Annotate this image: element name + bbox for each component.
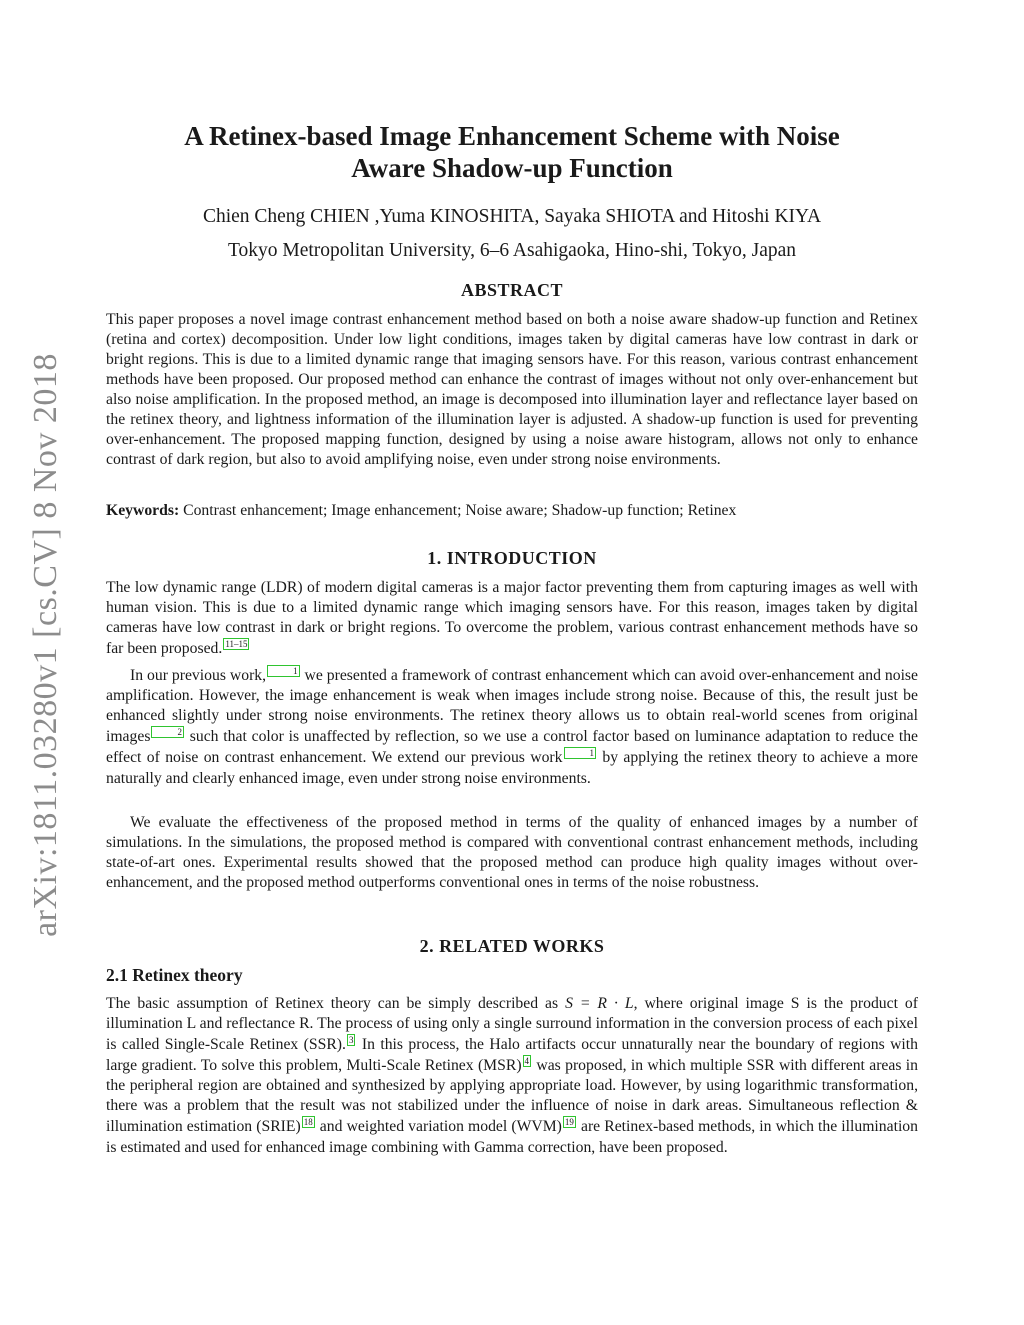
keywords bbox=[106, 501, 918, 521]
abstract-heading: ABSTRACT bbox=[460, 280, 564, 300]
citation-link[interactable]: 4 bbox=[524, 1056, 530, 1067]
related-paragraph bbox=[106, 994, 918, 1158]
keywords-text: Contrast enhancement; Image enhancement; Noise aware; Shadow-up function; Retinex bbox=[183, 502, 737, 519]
citation-link[interactable]: 19 bbox=[564, 1117, 574, 1128]
citation-link[interactable]: 2 bbox=[151, 726, 184, 738]
related-part-a: The basic assumption of Retinex theory can be simply described as bbox=[106, 995, 566, 1012]
keywords-label: Keywords: bbox=[106, 502, 180, 519]
intro-p2-part-b: we presented a framework of contrast enhancement which can avoid over-enhancement and noise amplification. However, the image enhancement is weak when images include strong noise. Because of this, the result just be enhanced slightly under strong noise environments. The retinex theory allows us to obtain real-world scenes from original images bbox=[106, 667, 918, 746]
arxiv-sidebar bbox=[22, 350, 70, 940]
related-part-c: In this process, the Halo artifacts occur unnaturally near the boundary of regions with large gradient. To solve this problem, Multi-Scale Retinex (MSR) bbox=[106, 1036, 918, 1075]
arxiv-identifier: arXiv:1811.03280v1 [cs.CV] 8 Nov 2018 bbox=[27, 353, 64, 937]
affiliation: Tokyo Metropolitan University, 6–6 Asahigaoka, Hino-shi, Tokyo, Japan bbox=[227, 240, 797, 261]
intro-paragraph-1 bbox=[106, 578, 918, 659]
retinex-theory-subheading: 2.1 Retinex theory bbox=[106, 965, 243, 985]
related-works-heading: 2. RELATED WORKS bbox=[419, 936, 605, 956]
title-line-1: A Retinex-based Image Enhancement Scheme with Noise bbox=[184, 121, 840, 151]
related-part-f: are Retinex-based methods, in which the illumination is estimated and used for enhanced image combining with Gamma correction, have been proposed. bbox=[106, 1118, 918, 1156]
intro-p2-part-c: such that color is unaffected by reflection, so we use a control factor based on luminance adaptation to reduce the effect of noise on contrast enhancement. We extend our previous work bbox=[106, 728, 918, 767]
intro-paragraph-2 bbox=[106, 665, 918, 789]
intro-p2-part-d: by applying the retinex theory to achieve a more naturally and clearly enhanced image, even under strong noise environments. bbox=[106, 749, 918, 787]
retinex-equation: S = R · L bbox=[565, 995, 634, 1012]
related-part-b: , where original image S is the product of illumination L and reflectance R. The process of using only a single surround information in the conversion process of each pixel is called Single-Scale Retinex (SSR). bbox=[106, 995, 918, 1054]
citation-link[interactable]: 18 bbox=[303, 1117, 313, 1128]
citation-link[interactable]: 11–15 bbox=[225, 639, 248, 649]
related-part-d: was proposed, in which multiple SSR with different areas in the peripheral region are obtained and synthesized by applying appropriate load. However, by using logarithmic transformation, there was a problem that the result was not stabilized under the influence of noise in dark areas. Simultaneous reflection & illumination estimation (SRIE) bbox=[106, 1057, 918, 1136]
author-list: Chien Cheng CHIEN ,Yuma KINOSHITA, Sayaka SHIOTA and Hitoshi KIYA bbox=[202, 206, 822, 227]
intro-p1-text: The low dynamic range (LDR) of modern digital cameras is a major factor preventing them from capturing images as well with human vision. This is due to a limited dynamic range which imaging sensors have. For this reason, images taken by digital cameras have low contrast in dark or bright regions. To overcome the problem, various contrast enhancement methods have so far been proposed. bbox=[106, 579, 918, 658]
abstract-text: This paper proposes a novel image contrast enhancement method based on both a noise aware shadow-up function and Retinex (retina and cortex) decomposition. Under low light conditions, images taken by digital cameras have low contrast in dark or bright regions. This is due to a limited dynamic range that imaging sensors have. For this reason, various contrast enhancement methods have been proposed. Our proposed method can enhance the contrast of images without not only over-enhancement but also noise amplification. In the proposed method, an image is decomposed into illumination layer and reflectance layer based on the retinex theory, and lightness information of the illumination layer is adjusted. A shadow-up function is used for preventing over-enhancement. The proposed mapping function, designed by using a noise aware histogram, allows not only to enhance contrast of dark region, but also to avoid amplifying noise, even under strong noise environments. bbox=[106, 311, 918, 468]
intro-heading: 1. INTRODUCTION bbox=[427, 548, 597, 568]
citation-link[interactable]: 1 bbox=[564, 747, 597, 759]
intro-paragraph-3: We evaluate the effectiveness of the proposed method in terms of the quality of enhanced images by a number of simulations. In the simulations, the proposed method is compared with conventional contrast enhancement methods, including state-of-art ones. Experimental results showed that the proposed method can produce high quality images without over-enhancement, and the proposed method outperforms conventional ones in terms of the noise robustness. bbox=[106, 814, 918, 891]
citation-link[interactable]: 1 bbox=[267, 665, 300, 677]
related-part-e: and weighted variation model (WVM) bbox=[315, 1118, 562, 1136]
intro-p2-part-a: In our previous work, bbox=[130, 667, 267, 685]
title-line-2: Aware Shadow-up Function bbox=[351, 153, 673, 183]
citation-link[interactable]: 3 bbox=[348, 1035, 354, 1045]
paper-title bbox=[100, 120, 924, 184]
